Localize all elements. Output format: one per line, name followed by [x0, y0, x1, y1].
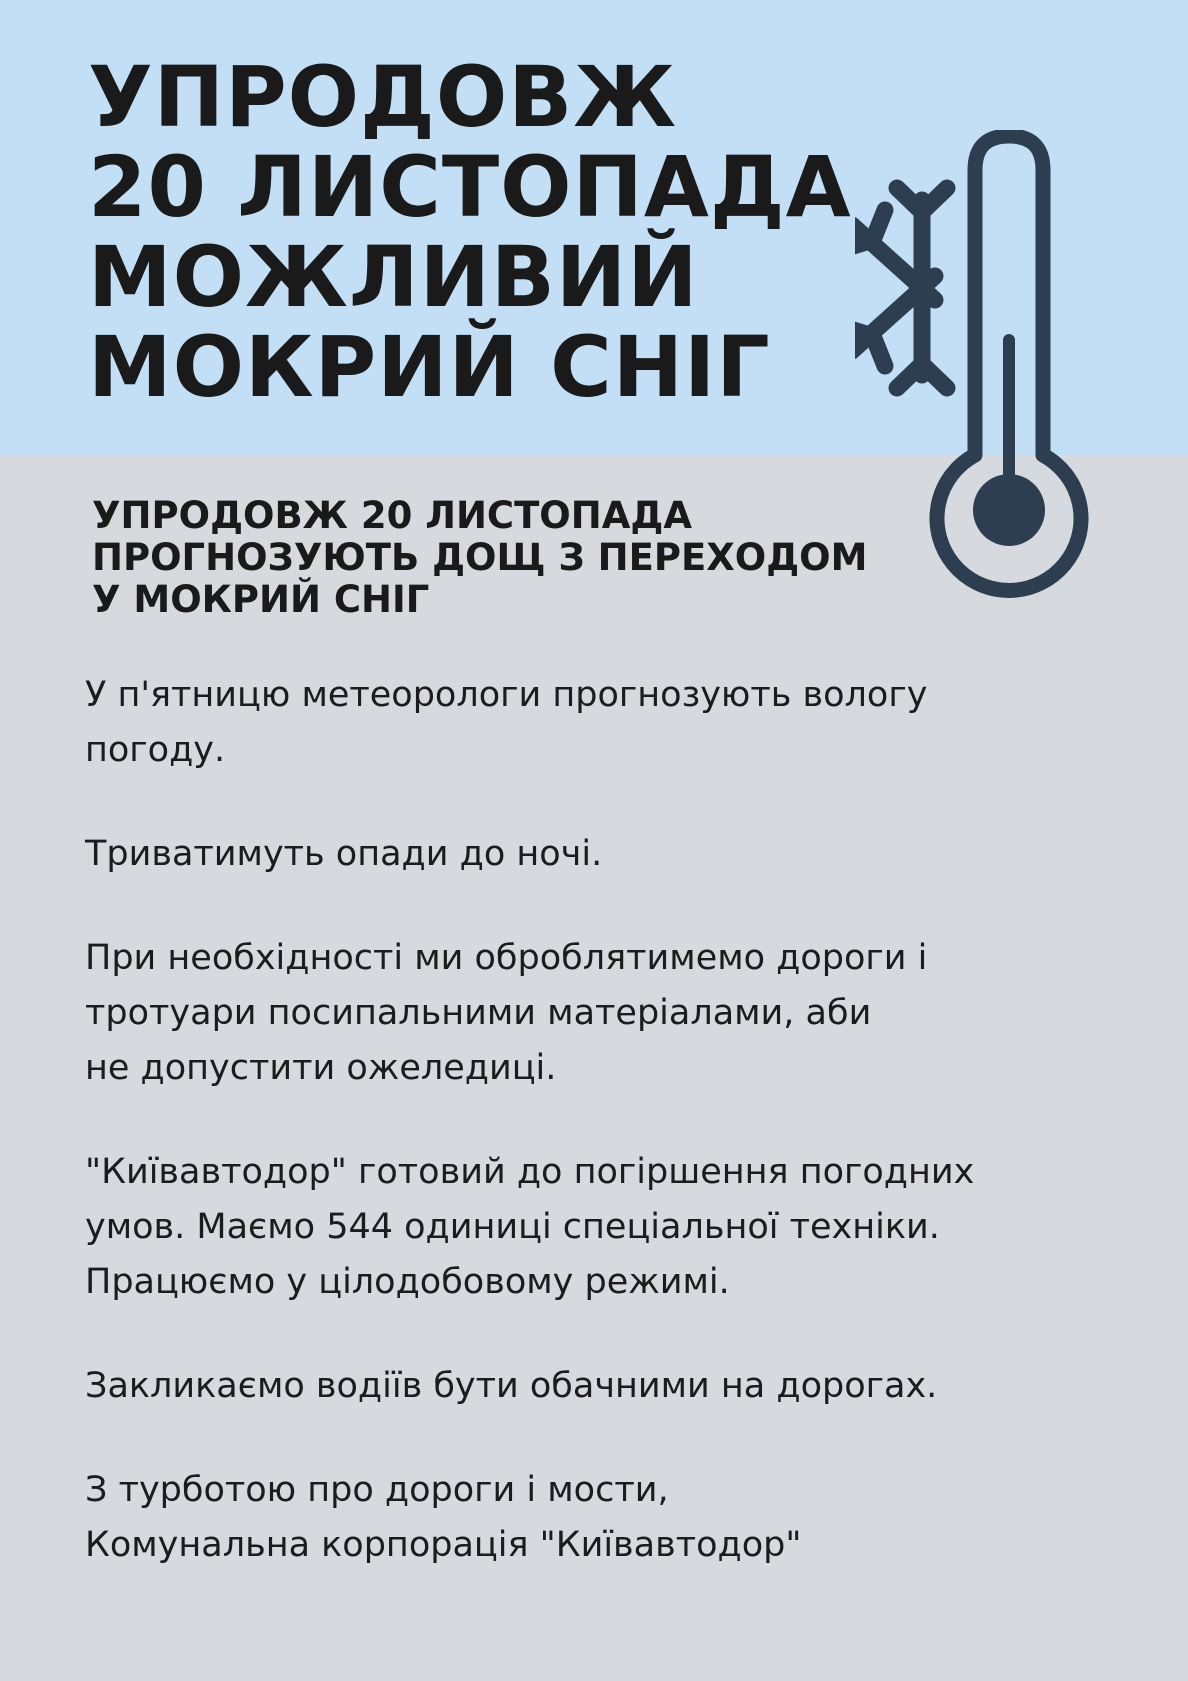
headline [88, 48, 852, 416]
body-line: У п'ятницю метеорологи прогнозують вологу [85, 675, 928, 715]
body-line: "Київавтодор" готовий до погіршення погодних [85, 1152, 975, 1192]
paragraph-precipitation [85, 827, 1105, 882]
body-line: погоду. [85, 730, 226, 770]
headline-line: МОКРИЙ СНІГ [88, 318, 771, 416]
paragraph-readiness [85, 1145, 1105, 1310]
headline-line: УПРОДОВЖ [88, 48, 678, 146]
snowflake-thermometer-icon [855, 130, 1145, 610]
paragraph-signature [85, 1463, 1105, 1573]
paragraph-road-treatment [85, 931, 1105, 1096]
snowflake-icon [855, 188, 947, 388]
subheading-line: ПРОГНОЗУЮТЬ ДОЩ З ПЕРЕХОДОМ [92, 536, 868, 579]
body-line: Комунальна корпорація "Київавтодор" [85, 1525, 802, 1565]
body-line: З турботою про дороги і мости, [85, 1470, 669, 1510]
body-line: не допустити ожеледиці. [85, 1048, 557, 1088]
thermometer-icon [937, 136, 1081, 590]
subheading [92, 495, 867, 621]
subheading-line: У МОКРИЙ СНІГ [92, 578, 430, 621]
headline-line: МОЖЛИВИЙ [88, 228, 699, 326]
body-line: При необхідності ми оброблятимемо дороги і [85, 938, 928, 978]
body-line: Працюємо у цілодобовому режимі. [85, 1262, 730, 1302]
headline-line: 20 ЛИСТОПАДА [88, 138, 852, 236]
body-line: тротуари посипальними матеріалами, аби [85, 993, 872, 1033]
paragraph-forecast [85, 668, 1105, 778]
body-line: Закликаємо водіїв бути обачними на дорогах. [85, 1366, 938, 1406]
body-line: Триватимуть опади до ночі. [85, 834, 603, 874]
body-line: умов. Маємо 544 одиниці спеціальної техніки. [85, 1207, 940, 1247]
body-text [85, 668, 1105, 1622]
paragraph-appeal [85, 1359, 1105, 1414]
subheading-line: УПРОДОВЖ 20 ЛИСТОПАДА [92, 494, 692, 537]
